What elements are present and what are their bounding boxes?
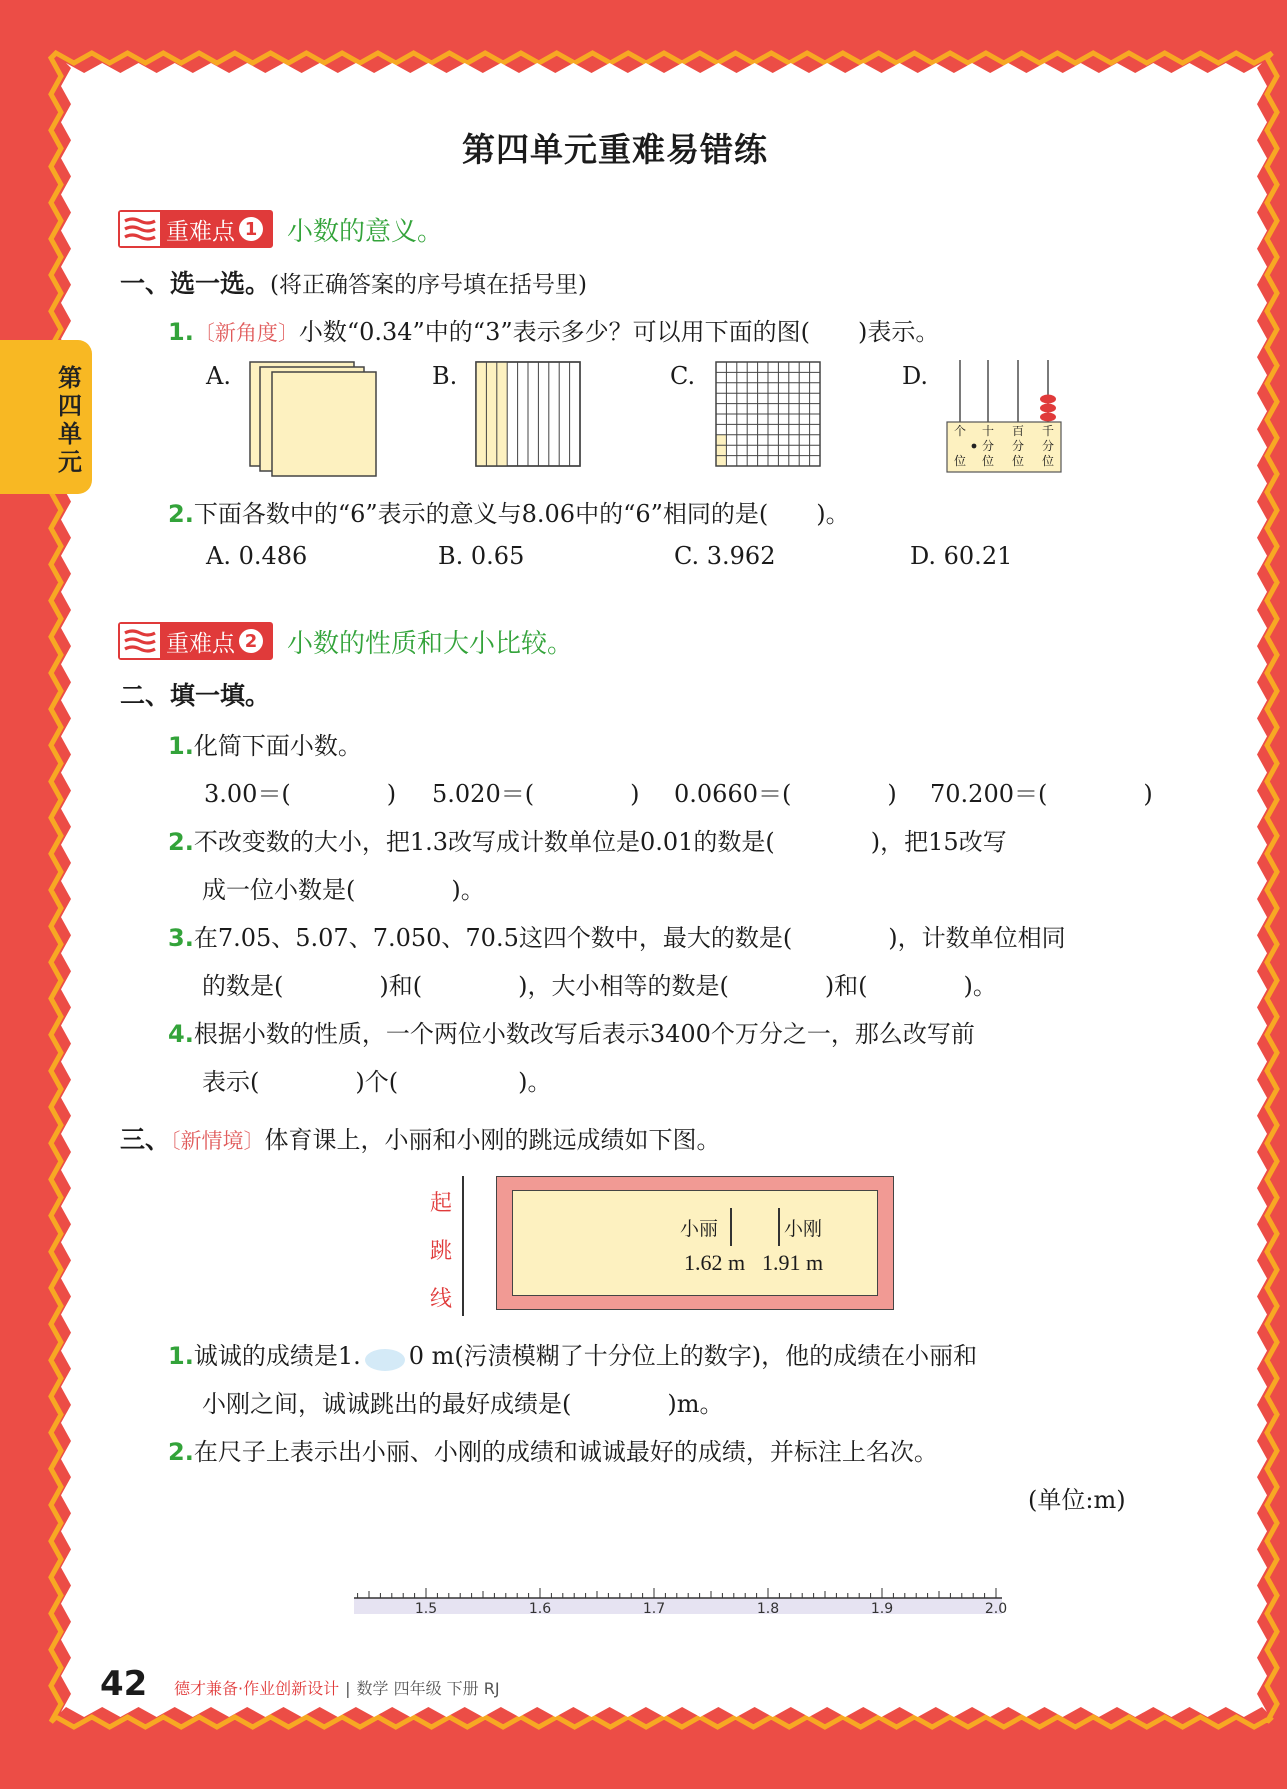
- question-text: 0 m(污渍模糊了十分位上的数字)，他的成绩在小丽和: [408, 1342, 978, 1370]
- abacus-label-ones: [952, 424, 968, 469]
- option-d-label: D.: [902, 362, 929, 390]
- simplify-item: 70.200＝( ): [930, 780, 1153, 808]
- key-point-2: [118, 622, 573, 660]
- option-b-label: B.: [432, 362, 458, 390]
- question-text-continued: 的数是( )和( )，大小相等的数是( )和( )。: [202, 972, 997, 1000]
- key-point-1: [118, 210, 443, 248]
- xiaogang-name: 小刚: [784, 1218, 823, 1240]
- question-3-1: [168, 1336, 977, 1371]
- key-point-badge: [118, 210, 273, 248]
- question-number: 1.: [168, 732, 194, 760]
- option-c-label: C.: [670, 362, 696, 390]
- question-text: 在尺子上表示出小丽、小刚的成绩和诚诚最好的成绩，并标注上名次。: [193, 1438, 938, 1466]
- abacus-label-hundredths: [1010, 424, 1026, 469]
- start-line-char: 起: [430, 1191, 453, 1216]
- question-2-3: [168, 918, 1066, 953]
- start-line: [462, 1176, 464, 1316]
- waves-icon: [120, 624, 160, 658]
- abacus-char: 千: [1041, 424, 1054, 438]
- question-1-2: [168, 494, 850, 529]
- ruler-label: 1.9: [870, 1601, 894, 1617]
- abacus-char: 十: [981, 424, 994, 438]
- abacus-char: 位: [953, 454, 966, 468]
- question-number: 2.: [168, 1438, 194, 1466]
- option-a-figure: [248, 360, 382, 478]
- option-c: C. 3.962: [674, 542, 776, 570]
- footer-info: 数学 四年级 下册 RJ: [356, 1679, 500, 1698]
- question-number: 1.: [168, 318, 194, 346]
- footer-text: [174, 1676, 500, 1699]
- section-2-heading: 二、填一填。: [120, 681, 271, 710]
- abacus-char: 位: [1011, 454, 1024, 468]
- question-tag: 〔新情境〕: [170, 1129, 265, 1153]
- question-number: 2.: [168, 828, 194, 856]
- question-number: 1.: [168, 1342, 194, 1370]
- question-text-continued: 表示( )个( )。: [202, 1068, 552, 1096]
- key-point-label: 重难点: [166, 218, 235, 245]
- question-tag: 〔新角度〕: [193, 321, 299, 345]
- question-number: 3.: [168, 924, 194, 952]
- question-2-1: [168, 726, 362, 761]
- ruler-label: 1.5: [414, 1601, 438, 1617]
- page-title: 第四单元重难易错练: [462, 130, 768, 169]
- abacus-char: 分: [1041, 439, 1054, 453]
- key-point-number: 2: [239, 629, 263, 653]
- simplify-item: 3.00＝( ): [204, 780, 397, 808]
- ruler-label: 1.7: [642, 1601, 666, 1617]
- xiaogang-score: 1.91 m: [762, 1250, 824, 1275]
- section-heading-text: 一、选一选。: [120, 269, 271, 298]
- xiaoli-mark: [730, 1208, 732, 1246]
- xiaoli-score: 1.62 m: [684, 1250, 746, 1275]
- abacus-char: 分: [981, 439, 994, 453]
- abacus-label-thousandths: [1040, 424, 1056, 469]
- simplify-item: 0.0660＝( ): [674, 780, 897, 808]
- question-2-2: [168, 822, 1007, 857]
- ruler-label: 1.8: [756, 1601, 780, 1617]
- section-instruction: (将正确答案的序号填在括号里): [270, 272, 587, 298]
- question-1-1: [168, 312, 939, 347]
- option-d: D. 60.21: [910, 542, 1013, 570]
- option-a: A. 0.486: [206, 542, 308, 570]
- stain-blot-icon: [365, 1349, 405, 1371]
- question-number: 4.: [168, 1020, 194, 1048]
- abacus-label-tenths: [980, 424, 996, 469]
- sand-pit: [512, 1190, 878, 1296]
- footer-brand: 德才兼备·作业创新设计: [174, 1679, 340, 1698]
- question-text-continued: 小刚之间，诚诚跳出的最好成绩是( )m。: [202, 1390, 724, 1418]
- xiaogang-mark: [778, 1208, 780, 1246]
- page-number: 42: [100, 1664, 148, 1704]
- question-text: 化简下面小数。: [193, 732, 362, 760]
- abacus-char: 个: [953, 424, 966, 438]
- key-point-badge: [118, 622, 273, 660]
- xiaoli-name: 小丽: [680, 1218, 719, 1240]
- question-text: 小数“0.34”中的“3”表示多少？可以用下面的图( )表示。: [298, 318, 940, 346]
- key-point-label: 重难点: [166, 630, 235, 657]
- start-line-char: 跳: [430, 1239, 453, 1264]
- section-heading-text: 三、: [120, 1125, 171, 1154]
- section-1-heading: [120, 264, 587, 300]
- option-d-abacus: [946, 356, 1062, 474]
- question-3-2: [168, 1432, 938, 1467]
- abacus-char: 位: [1041, 454, 1054, 468]
- option-a-label: A.: [206, 362, 231, 390]
- footer-divider: |: [345, 1679, 351, 1698]
- option-b-figure: [474, 360, 584, 470]
- question-text: 下面各数中的“6”表示的意义与8.06中的“6”相同的是( )。: [193, 500, 850, 528]
- option-c-figure: [714, 360, 824, 470]
- question-text: 根据小数的性质，一个两位小数改写后表示3400个万分之一，那么改写前: [193, 1020, 975, 1048]
- section-3-heading: [120, 1120, 721, 1156]
- ruler-label: 2.0: [984, 1601, 1008, 1617]
- section-text: 体育课上，小丽和小刚的跳远成绩如下图。: [264, 1126, 721, 1154]
- question-number: 2.: [168, 500, 194, 528]
- key-point-number: 1: [239, 217, 263, 241]
- waves-icon: [120, 212, 160, 246]
- abacus-char: 分: [1011, 439, 1024, 453]
- unit-side-tab-label: 第四单元: [58, 364, 82, 476]
- start-line-label: [430, 1180, 452, 1324]
- unit-side-tab: [0, 340, 92, 494]
- key-point-topic: 小数的性质和大小比较。: [287, 628, 574, 659]
- question-2-4: [168, 1014, 975, 1049]
- unit-label: (单位:m): [1028, 1486, 1126, 1514]
- question-text: 诚诚的成绩是1.: [193, 1342, 361, 1370]
- question-text-continued: 成一位小数是( )。: [202, 876, 485, 904]
- key-point-topic: 小数的意义。: [287, 216, 444, 247]
- start-line-char: 线: [430, 1287, 453, 1312]
- question-text: 不改变数的大小，把1.3改写成计数单位是0.01的数是( )，把15改写: [193, 828, 1007, 856]
- option-b: B. 0.65: [438, 542, 525, 570]
- abacus-char: 位: [981, 454, 994, 468]
- simplify-item: 5.020＝( ): [432, 780, 640, 808]
- question-text: 在7.05、5.07、7.050、70.5这四个数中，最大的数是( )，计数单位相同: [193, 924, 1066, 952]
- ruler-label: 1.6: [528, 1601, 552, 1617]
- ruler: [350, 1586, 1010, 1630]
- long-jump-figure: [428, 1176, 898, 1312]
- abacus-char: 百: [1011, 424, 1024, 438]
